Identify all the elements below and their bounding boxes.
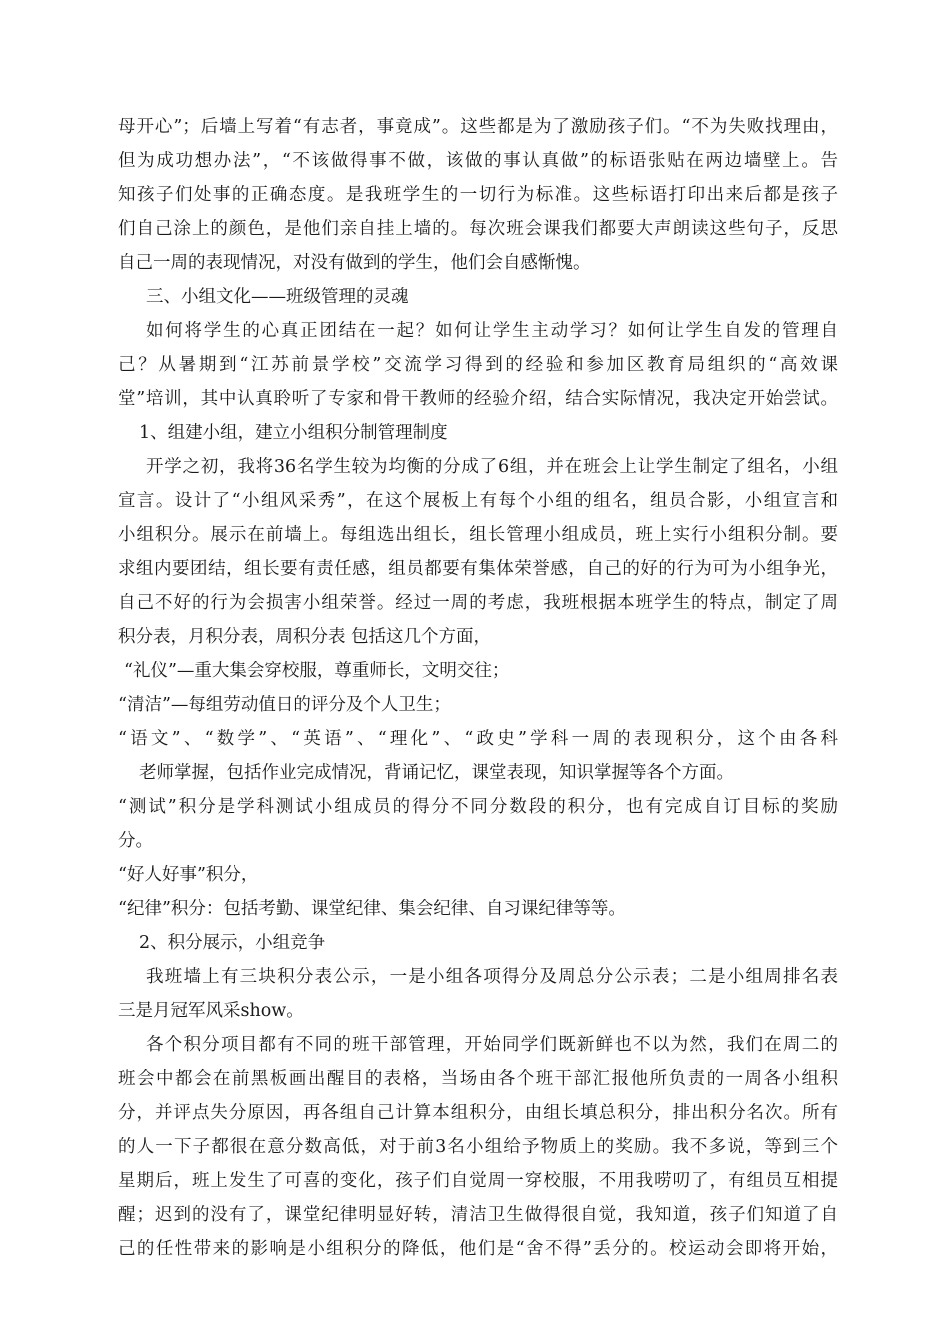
text-line: 母开心”；后墙上写着“有志者，事竟成”。这些都是为了激励孩子们。“不为失败找理由， — [118, 117, 838, 137]
text-line: 星期后，班上发生了可喜的变化，孩子们自觉周一穿校服，不用我唠叨了，有组员互相提 — [118, 1171, 838, 1191]
text-line: 宣言。设计了“小组风采秀”，在这个展板上有每个小组的组名，组员合影，小组宣言和 — [118, 491, 838, 511]
text-line: 己的任性带来的影响是小组积分的降低，他们是“舍不得”丢分的。校运动会即将开始， — [118, 1239, 838, 1259]
section-heading: 三、小组文化——班级管理的灵魂 — [146, 287, 409, 307]
text-line: 自己不好的行为会损害小组荣誉。经过一周的考虑，我班根据本班学生的特点，制定了周 — [118, 593, 838, 613]
text-line: 己？从暑期到“江苏前景学校”交流学习得到的经验和参加区教育局组织的“高效课 — [118, 355, 838, 375]
list-item: “测试”积分是学科测试小组成员的得分不同分数段的积分，也有完成自订目标的奖励 — [118, 797, 838, 817]
text-line: 们自己涂上的颜色，是他们亲自挂上墙的。每次班会课我们都要大声朗读这些句子，反思 — [118, 219, 838, 239]
text-line: 但为成功想办法”，“不该做得事不做，该做的事认真做”的标语张贴在两边墙壁上。告 — [118, 151, 838, 171]
text-line: 班会中都会在前黑板画出醒目的表格，当场由各个班干部汇报他所负责的一周各小组积 — [118, 1069, 838, 1089]
list-item: “好人好事”积分， — [118, 865, 259, 885]
text-line: 的人一下子都很在意分数高低，对于前3名小组给予物质上的奖励。我不多说，等到三个 — [118, 1137, 838, 1157]
list-item: “清洁”—每组劳动值日的评分及个人卫生； — [118, 695, 451, 715]
list-item: “礼仪”—重大集会穿校服，尊重师长，文明交往； — [124, 661, 510, 681]
text-line: 醒；迟到的没有了，课堂纪律明显好转，清洁卫生做得很自觉，我知道，孩子们知道了自 — [118, 1205, 838, 1225]
list-item-continuation: 分。 — [118, 831, 153, 851]
text-line: 各个积分项目都有不同的班干部管理，开始同学们既新鲜也不以为然，我们在周二的 — [146, 1035, 838, 1055]
list-item: “纪律”积分：包括考勤、课堂纪律、集会纪律、自习课纪律等等。 — [118, 899, 626, 919]
text-line: 我班墙上有三块积分表公示，一是小组各项得分及周总分公示表；二是小组周排名表 — [146, 967, 838, 987]
text-line: 如何将学生的心真正团结在一起？如何让学生主动学习？如何让学生自发的管理自 — [146, 321, 838, 341]
subsection-heading: 1、组建小组，建立小组积分制管理制度 — [139, 423, 448, 443]
text-line: 开学之初，我将36名学生较为均衡的分成了6组，并在班会上让学生制定了组名，小组 — [146, 457, 838, 477]
text-line: 三是月冠军风采show。 — [118, 1001, 304, 1021]
text-line: 堂”培训，其中认真聆听了专家和骨干教师的经验介绍，结合实际情况，我决定开始尝试。 — [118, 389, 838, 409]
text-line: 求组内要团结，组长要有责任感，组员都要有集体荣誉感，自己的好的行为可为小组争光， — [118, 559, 838, 579]
text-line: 积分表，月积分表，周积分表 包括这几个方面， — [118, 627, 492, 647]
list-item: “语文”、“数学”、“英语”、“理化”、“政史”学科一周的表现积分，这个由各科 — [118, 729, 838, 749]
text-line: 小组积分。展示在前墙上。每组选出组长，组长管理小组成员，班上实行小组积分制。要 — [118, 525, 838, 545]
subsection-heading: 2、积分展示，小组竞争 — [139, 933, 326, 953]
text-line: 分，并评点失分原因，再各组自己计算本组积分，由组长填总积分，排出积分名次。所有 — [118, 1103, 838, 1123]
text-line: 自己一周的表现情况，对没有做到的学生，他们会自感惭愧。 — [118, 253, 591, 273]
list-item-continuation: 老师掌握，包括作业完成情况，背诵记忆，课堂表现，知识掌握等各个方面。 — [139, 763, 734, 783]
text-line: 知孩子们处事的正确态度。是我班学生的一切行为标准。这些标语打印出来后都是孩子 — [118, 185, 838, 205]
